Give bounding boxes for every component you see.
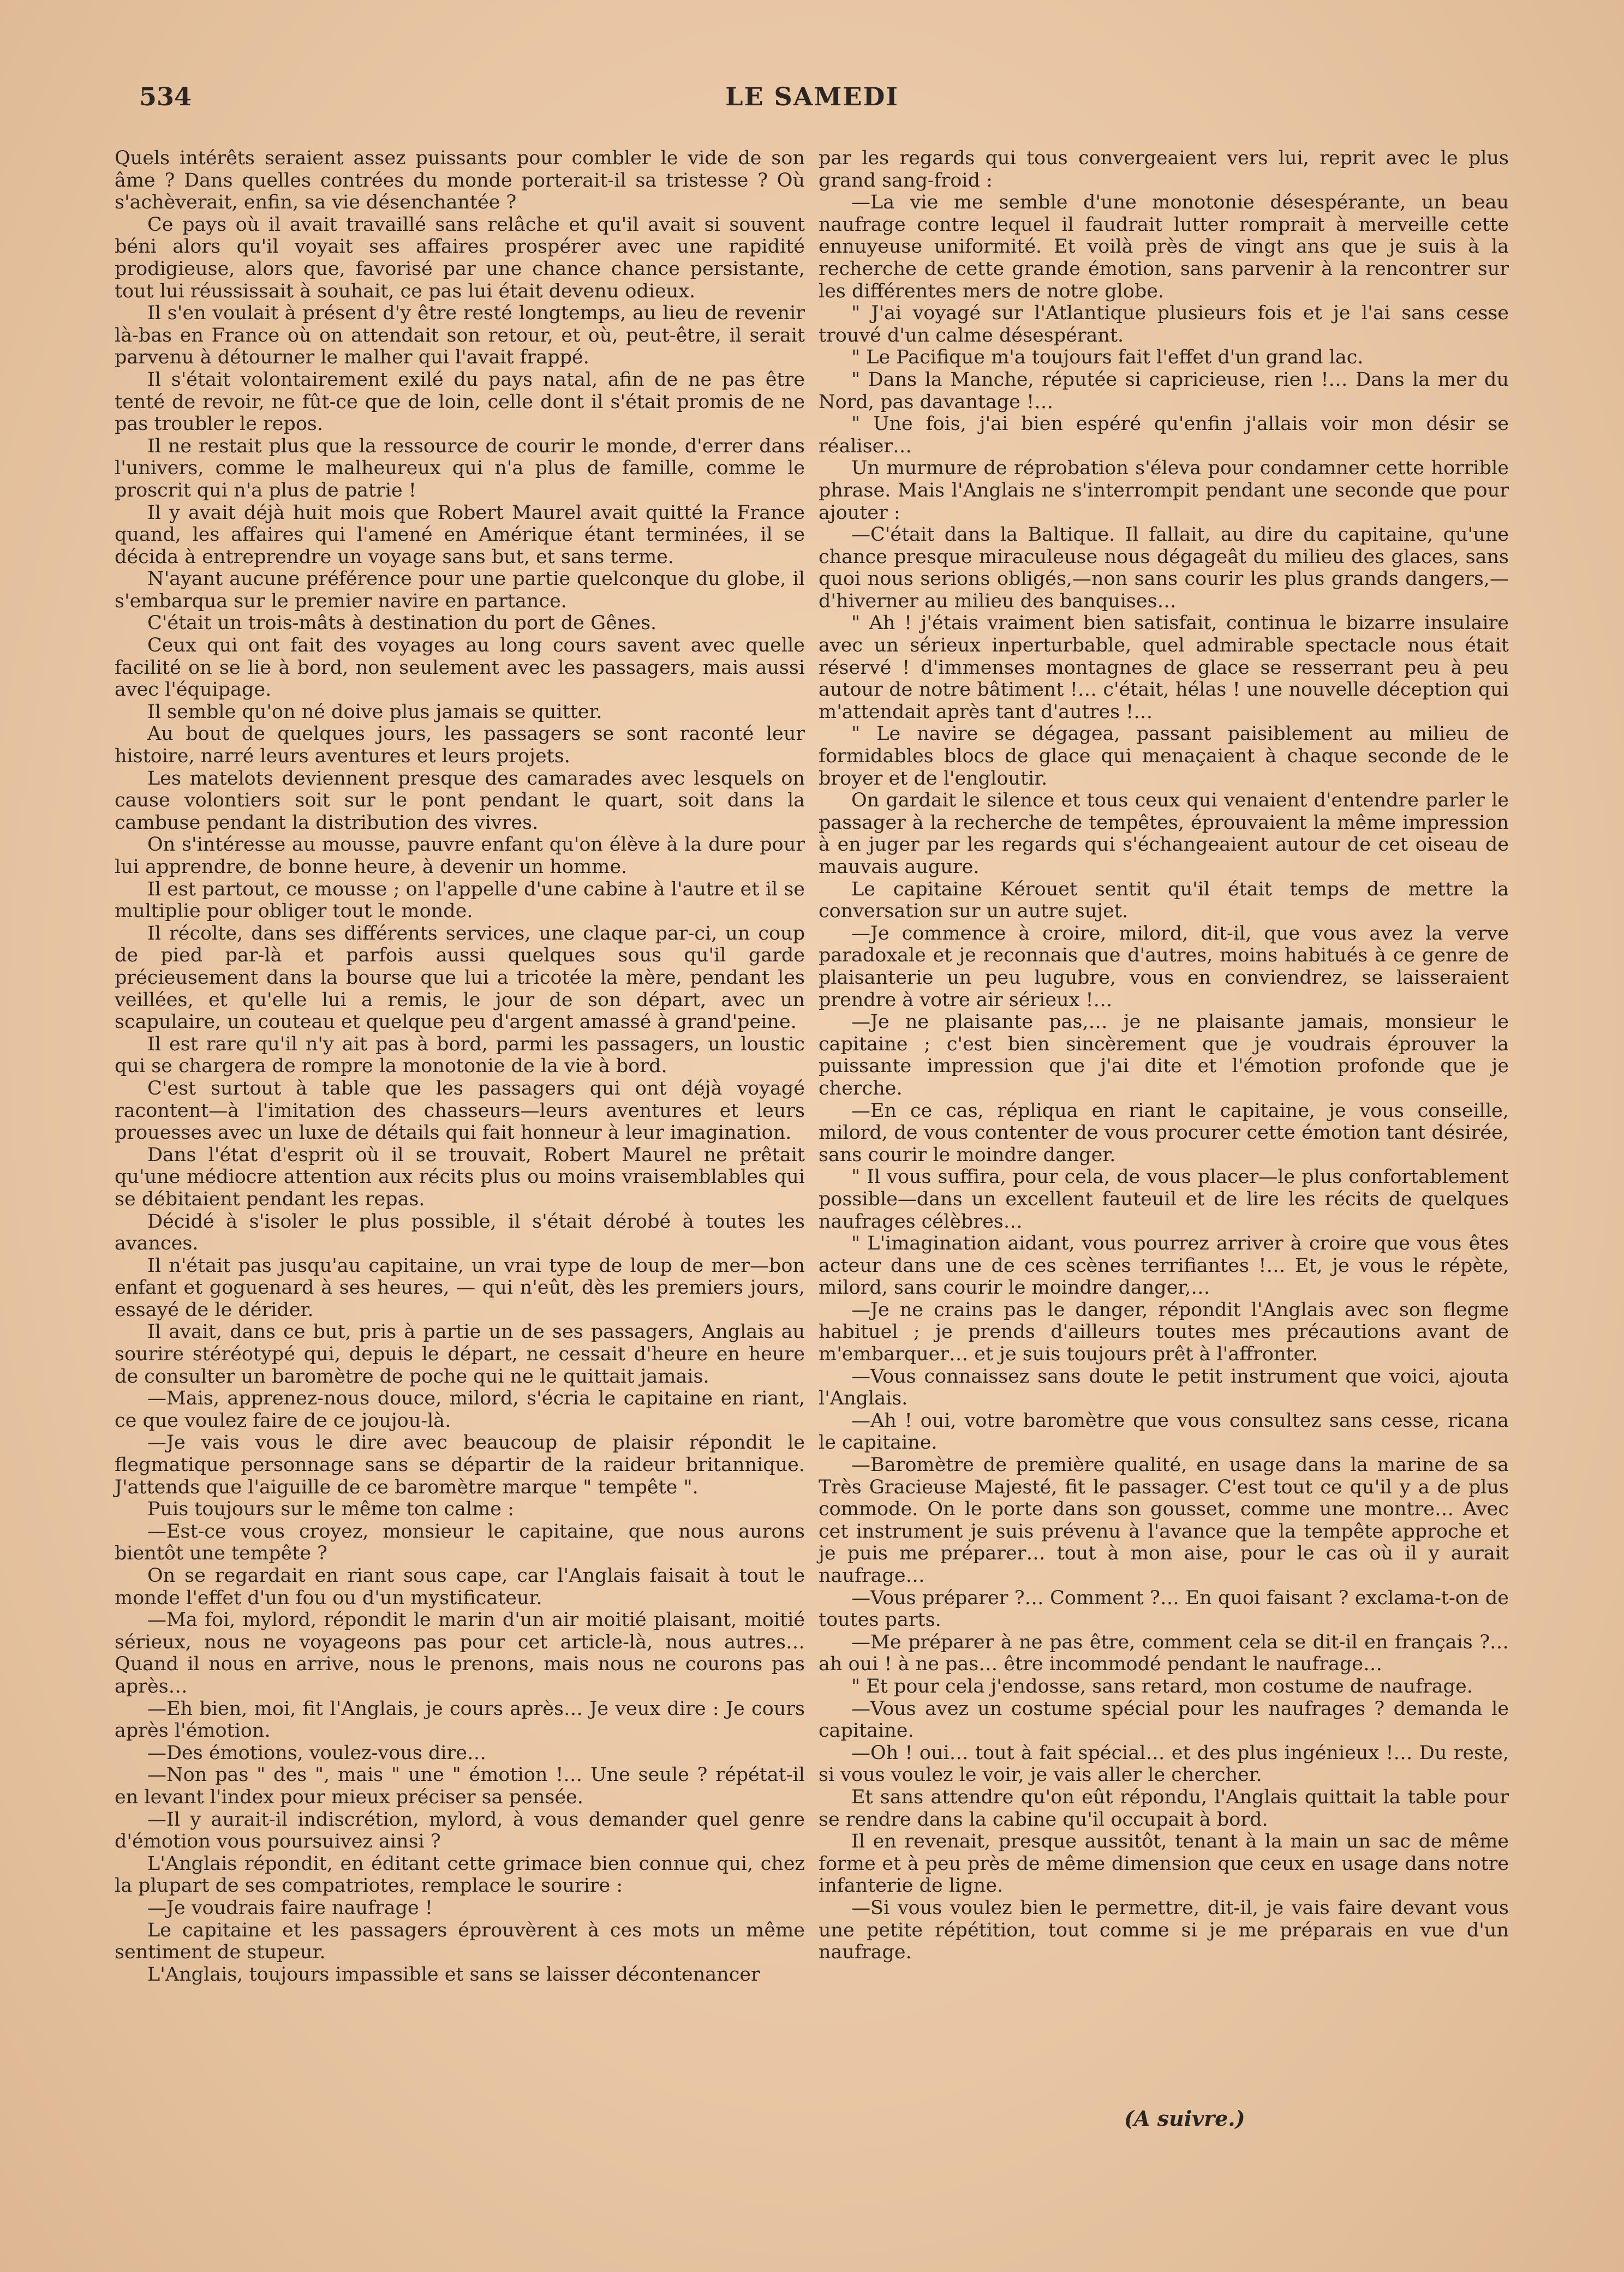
paragraph: —Non pas " des ", mais " une " émotion !… Une seule ? répétat-il en levant l'index pour mieux préciser sa pensée.: [115, 1764, 805, 1808]
paragraph: par les regards qui tous convergeaient vers lui, reprit avec le plus grand sang-froid :: [819, 147, 1509, 192]
paragraph: " Le Pacifique m'a toujours fait l'effet d'un grand lac.: [851, 346, 1364, 369]
paragraph: —Ah ! oui, votre baromètre que vous consultez sans cesse, ricana le capitaine.: [819, 1409, 1509, 1454]
paragraph: —Je voudrais faire naufrage !: [147, 1897, 433, 1919]
paragraph: —Je vais vous le dire avec beaucoup de plaisir répondit le flegmatique personnage sans se départir de la raideur britannique. J'attends que l'aiguille de ce baromètre marque " tempête ".: [115, 1432, 805, 1498]
paragraph: Il récolte, dans ses différents services, une claque par-ci, un coup de pied par-là et parfois aussi quelques sous qu'il garde précieusement dans la bourse que lui a tricotée la mère, pendant les veillées, et qu'elle lui a remis, le jour de son départ, avec un scapulaire, un couteau et quelque peu d'argent amassé à grand'peine.: [115, 922, 805, 1033]
page-number: 534: [139, 82, 192, 111]
paragraph: Au bout de quelques jours, les passagers se sont raconté leur histoire, narré leurs aventures et leurs projets.: [115, 723, 805, 768]
paragraph: —Vous avez un costume spécial pour les naufrages ? demanda le capitaine.: [819, 1697, 1509, 1742]
paragraph: " Et pour cela j'endosse, sans retard, mon costume de naufrage.: [851, 1675, 1473, 1697]
paragraph: —Il y aurait-il indiscrétion, mylord, à vous demander quel genre d'émotion vous poursuivez ainsi ?: [115, 1808, 805, 1853]
page-header: [0, 82, 1624, 125]
paragraph: —Je ne crains pas le danger, répondit l'Anglais avec son flegme habituel ; je prends d'ailleurs toutes mes précautions avant de m'embarquer… et je suis toujours prêt à l'affronter.: [819, 1299, 1509, 1366]
paragraph: —En ce cas, répliqua en riant le capitaine, je vous conseille, milord, de vous contenter de vous procurer cette émotion tant désirée, sans courir le moindre danger.: [819, 1099, 1509, 1166]
paragraph: Il est rare qu'il n'y ait pas à bord, parmi les passagers, un loustic qui se chargera de rompre la monotonie de la vie à bord.: [115, 1033, 805, 1078]
paragraph: —Je ne plaisante pas,… je ne plaisante jamais, monsieur le capitaine ; c'est bien sincèrement que je voudrais éprouver la puissante impression que j'ai dite et l'émotion profonde que je cherche.: [819, 1011, 1509, 1099]
paragraph: " Le navire se dégagea, passant paisiblement au milieu de formidables blocs de glace qui menaçaient à chaque seconde de le broyer et de l'engloutir.: [819, 723, 1509, 790]
paragraph: Il ne restait plus que la ressource de courir le monde, d'errer dans l'univers, comme le malheureux qui n'a plus de famille, comme le proscrit qui n'a plus de patrie !: [115, 435, 805, 501]
paragraph: —Je commence à croire, milord, dit-il, que vous avez la verve paradoxale et je reconnais que d'autres, moins habitués à ce genre de plaisanterie un peu lugubre, vous en conviendrez, se laisseraient prendre à votre air sérieux !…: [819, 922, 1509, 1011]
paragraph: On s'intéresse au mousse, pauvre enfant qu'on élève à la dure pour lui apprendre, de bonne heure, à devenir un homme.: [115, 834, 805, 878]
paragraph: " Une fois, j'ai bien espéré qu'enfin j'allais voir mon désir se réaliser…: [819, 413, 1509, 457]
paragraph: Un murmure de réprobation s'éleva pour condamner cette horrible phrase. Mais l'Anglais ne s'interrompit pendant une seconde que pour ajouter :: [819, 457, 1509, 524]
paragraph: —Me préparer à ne pas être, comment cela se dit-il en français ?… ah oui ! à ne pas… être incommodé pendant le naufrage…: [819, 1631, 1509, 1676]
paragraph: Et sans attendre qu'on eût répondu, l'Anglais quittait la table pour se rendre dans la cabine qu'il occupait à bord.: [819, 1786, 1509, 1831]
paragraph: " L'imagination aidant, vous pourrez arriver à croire que vous êtes acteur dans une de ces scènes terrifiantes !… Et, je vous le répète, milord, sans courir le moindre danger,…: [819, 1233, 1509, 1299]
paragraph: On se regardait en riant sous cape, car l'Anglais faisait à tout le monde l'effet d'un fou ou d'un mystificateur.: [115, 1565, 805, 1609]
paragraph: Il y avait déjà huit mois que Robert Maurel avait quitté la France quand, les affaires qui l'amené en Amérique étant terminées, il se décida à entreprendre un voyage sans but, et sans terme.: [115, 501, 805, 568]
paragraph: —C'était dans la Baltique. Il fallait, au dire du capitaine, qu'une chance presque miraculeuse nous dégageât du milieu des glaces, sans quoi nous serions obligés,—non sans courir les plus grands dangers,—d'hiverner au milieu des banquises…: [819, 524, 1509, 612]
left-column: [115, 147, 805, 1986]
paragraph: —Vous connaissez sans doute le petit instrument que voici, ajouta l'Anglais.: [819, 1365, 1509, 1410]
paragraph: Décidé à s'isoler le plus possible, il s'était dérobé à toutes les avances.: [115, 1210, 805, 1255]
paragraph: —La vie me semble d'une monotonie désespérante, un beau naufrage contre lequel il faudrait lutter romprait à merveille cette ennuyeuse uniformité. Et voilà près de vingt ans que je suis à la recherche de cette grande émotion, sans parvenir à la rencontrer sur les différentes mers de notre globe.: [819, 192, 1509, 302]
journal-title: LE SAMEDI: [725, 82, 899, 111]
paragraph: Quels intérêts seraient assez puissants pour combler le vide de son âme ? Dans quelles contrées du monde porterait-il sa tristesse ? Où s'achèverait, enfin, sa vie désenchantée ?: [115, 147, 805, 214]
paragraph: —Ma foi, mylord, répondit le marin d'un air moitié plaisant, moitié sérieux, nous ne voyageons pas pour cet article-là, nous autres… Quand il nous en arrive, nous le prenons, mais nous ne courons pas après…: [115, 1609, 805, 1697]
paragraph: " Dans la Manche, réputée si capricieuse, rien !… Dans la mer du Nord, pas davantage !…: [819, 368, 1509, 413]
right-column: [819, 147, 1509, 1964]
paragraph: N'ayant aucune préférence pour une partie quelconque du globe, il s'embarqua sur le premier navire en partance.: [115, 568, 805, 612]
to-be-continued: (A suivre.): [1124, 2106, 1245, 2131]
paragraph: —Baromètre de première qualité, en usage dans la marine de sa Très Gracieuse Majesté, fit le passager. C'est tout ce qu'il y a de plus commode. On le porte dans son gousset, comme une montre… Avec cet instrument je suis prévenu à l'avance que la tempête approche et je puis me préparer… tout à mon aise, pour le cas où il y aurait naufrage…: [819, 1454, 1509, 1587]
paragraph: C'est surtout à table que les passagers qui ont déjà voyagé racontent—à l'imitation des chasseurs—leurs aventures et leurs prouesses avec un luxe de détails qui fait honneur à leur imagination.: [115, 1077, 805, 1144]
paragraph: Il n'était pas jusqu'au capitaine, un vrai type de loup de mer—bon enfant et goguenard à ses heures, — qui n'eût, dès les premiers jours, essayé de le dérider.: [115, 1254, 805, 1321]
paragraph: C'était un trois-mâts à destination du port de Gênes.: [147, 612, 657, 635]
paragraph: " J'ai voyagé sur l'Atlantique plusieurs fois et je l'ai sans cesse trouvé d'un calme désespérant.: [819, 302, 1509, 346]
paragraph: —Vous préparer ?… Comment ?… En quoi faisant ? exclama-t-on de toutes parts.: [819, 1587, 1509, 1631]
paragraph: —Est-ce vous croyez, monsieur le capitaine, que nous aurons bientôt une tempête ?: [115, 1520, 805, 1565]
paragraph: Il semble qu'on né doive plus jamais se quitter.: [147, 701, 602, 723]
paragraph: Puis toujours sur le même ton calme :: [147, 1498, 514, 1521]
paragraph: " Ah ! j'étais vraiment bien satisfait, continua le bizarre insulaire avec un sérieux inperturbable, quel admirable spectacle nous était réservé ! d'immenses montagnes de glace se resserrant peu à peu autour de notre bâtiment !… c'était, hélas ! une nouvelle déception qui m'attendait après tant d'autres !…: [819, 612, 1509, 723]
paragraph: Il avait, dans ce but, pris à partie un de ses passagers, Anglais au sourire stéréotypé qui, depuis le départ, ne cessait d'heure en heure de consulter un baromètre de poche qui ne le quittait jamais.: [115, 1321, 805, 1388]
paragraph: —Des émotions, voulez-vous dire…: [147, 1742, 486, 1764]
paragraph: Il s'en voulait à présent d'y être resté longtemps, au lieu de revenir là-bas en France où on attendait son retour, et où, peut-être, il serait parvenu à détourner le malher qui l'avait frappé.: [115, 302, 805, 369]
paragraph: Les matelots deviennent presque des camarades avec lesquels on cause volontiers soit sur le pont pendant le quart, soit dans la cambuse pendant la distribution des vivres.: [115, 767, 805, 834]
paragraph: Ce pays où il avait travaillé sans relâche et qu'il avait si souvent béni alors qu'il voyait ses affaires prospérer avec une rapidité prodigieuse, alors que, favorisé par une chance chance persistante, tout lui réussissait à souhait, ce pas lui était devenu odieux.: [115, 213, 805, 302]
paragraph: —Eh bien, moi, fit l'Anglais, je cours après… Je veux dire : Je cours après l'émotion.: [115, 1697, 805, 1742]
paragraph: Ceux qui ont fait des voyages au long cours savent avec quelle facilité on se lie à bord, non seulement avec les passagers, mais aussi avec l'équipage.: [115, 635, 805, 701]
paragraph: —Mais, apprenez-nous douce, milord, s'écria le capitaine en riant, ce que voulez faire de ce joujou-là.: [115, 1388, 805, 1432]
paragraph: Il en revenait, presque aussitôt, tenant à la main un sac de même forme et à peu près de même dimension que ceux en usage dans notre infanterie de ligne.: [819, 1831, 1509, 1897]
paragraph: On gardait le silence et tous ceux qui venaient d'entendre parler le passager à la recherche de tempêtes, éprouvaient la même impression à en juger par les regards qui s'échangeaient autour de cet oiseau de mauvais augure.: [819, 790, 1509, 878]
paragraph: Le capitaine et les passagers éprouvèrent à ces mots un même sentiment de stupeur.: [115, 1919, 805, 1964]
paragraph: Dans l'état d'esprit où il se trouvait, Robert Maurel ne prêtait qu'une médiocre attention aux récits plus ou moins vraisemblables qui se débitaient pendant les repas.: [115, 1144, 805, 1210]
paragraph: Il est partout, ce mousse ; on l'appelle d'une cabine à l'autre et il se multiplie pour obliger tout le monde.: [115, 878, 805, 923]
paragraph: L'Anglais, toujours impassible et sans se laisser décontenancer: [147, 1963, 760, 1986]
paragraph: —Si vous voulez bien le permettre, dit-il, je vais faire devant vous une petite répétition, tout comme si je me préparais en vue d'un naufrage.: [819, 1897, 1509, 1964]
paragraph: Il s'était volontairement exilé du pays natal, afin de ne pas être tenté de revoir, ne fût-ce que de loin, celle dont il s'était promis de ne pas troubler le repos.: [115, 368, 805, 435]
paragraph: —Oh ! oui… tout à fait spécial… et des plus ingénieux !… Du reste, si vous voulez le voir, je vais aller le chercher.: [819, 1742, 1509, 1786]
paragraph: " Il vous suffira, pour cela, de vous placer—le plus confortablement possible—dans un excellent fauteuil et de lire les récits de quelques naufrages célèbres…: [819, 1166, 1509, 1233]
paragraph: Le capitaine Kérouet sentit qu'il était temps de mettre la conversation sur un autre sujet.: [819, 878, 1509, 923]
paragraph: L'Anglais répondit, en éditant cette grimace bien connue qui, chez la plupart de ses compatriotes, remplace le sourire :: [115, 1852, 805, 1897]
